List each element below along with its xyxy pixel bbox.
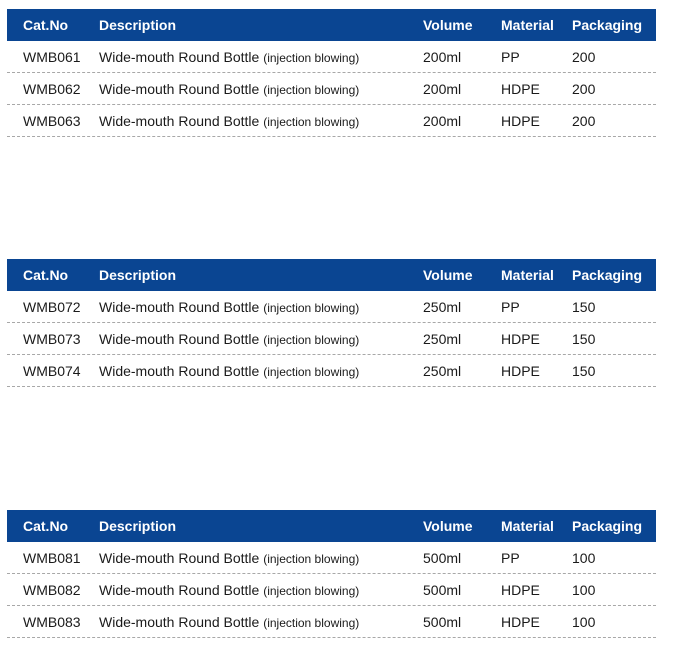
header-catno: Cat.No [23,518,69,534]
cell-description [99,41,359,74]
cell-description [99,355,359,388]
cell-material: HDPE [501,113,540,129]
product-table-250ml [7,259,656,387]
table-header [7,259,656,291]
cell-material: PP [501,299,520,315]
cell-description [99,606,359,639]
cell-catno: WMB083 [23,614,81,630]
cell-material: HDPE [501,331,540,347]
description-note: (injection blowing) [263,115,360,129]
cell-packaging: 200 [572,81,596,97]
cell-description [99,542,359,575]
description-text: Wide-mouth Round Bottle [99,81,260,97]
cell-catno: WMB082 [23,582,81,598]
cell-volume: 200ml [423,49,462,65]
cell-volume: 500ml [423,614,462,630]
cell-packaging: 200 [572,49,596,65]
description-text: Wide-mouth Round Bottle [99,582,260,598]
description-text: Wide-mouth Round Bottle [99,113,260,129]
cell-volume: 500ml [423,582,462,598]
table-row [7,574,656,606]
cell-packaging: 150 [572,299,596,315]
header-description: Description [99,518,177,534]
cell-packaging: 100 [572,550,596,566]
header-packaging: Packaging [572,267,643,283]
header-packaging: Packaging [572,17,643,33]
cell-description [99,574,359,607]
cell-material: HDPE [501,614,540,630]
cell-volume: 200ml [423,81,462,97]
header-description: Description [99,267,177,283]
cell-catno: WMB073 [23,331,81,347]
description-text: Wide-mouth Round Bottle [99,550,260,566]
cell-material: PP [501,550,520,566]
header-volume: Volume [423,267,473,283]
cell-catno: WMB061 [23,49,81,65]
cell-catno: WMB062 [23,81,81,97]
cell-packaging: 100 [572,614,596,630]
cell-description [99,291,359,324]
product-table-500ml [7,510,656,638]
cell-packaging: 100 [572,582,596,598]
table-row [7,323,656,355]
description-text: Wide-mouth Round Bottle [99,299,260,315]
cell-packaging: 150 [572,331,596,347]
description-note: (injection blowing) [263,333,360,347]
cell-volume: 250ml [423,299,462,315]
table-header [7,510,656,542]
description-note: (injection blowing) [263,301,360,315]
header-packaging: Packaging [572,518,643,534]
cell-material: HDPE [501,582,540,598]
table-row [7,41,656,73]
table-row [7,105,656,137]
table-row [7,606,656,638]
description-text: Wide-mouth Round Bottle [99,363,260,379]
cell-volume: 250ml [423,331,462,347]
table-row [7,355,656,387]
cell-volume: 200ml [423,113,462,129]
description-note: (injection blowing) [263,51,360,65]
cell-material: PP [501,49,520,65]
cell-packaging: 200 [572,113,596,129]
product-table-200ml [7,9,656,137]
description-note: (injection blowing) [263,616,360,630]
cell-volume: 250ml [423,363,462,379]
header-volume: Volume [423,518,473,534]
table-row [7,542,656,574]
header-catno: Cat.No [23,267,69,283]
table-row [7,291,656,323]
header-material: Material [501,17,554,33]
header-catno: Cat.No [23,17,69,33]
table-row [7,73,656,105]
description-text: Wide-mouth Round Bottle [99,49,260,65]
cell-description [99,323,359,356]
cell-catno: WMB063 [23,113,81,129]
description-note: (injection blowing) [263,365,360,379]
description-text: Wide-mouth Round Bottle [99,331,260,347]
cell-material: HDPE [501,81,540,97]
cell-catno: WMB072 [23,299,81,315]
table-header [7,9,656,41]
header-material: Material [501,518,554,534]
cell-packaging: 150 [572,363,596,379]
description-note: (injection blowing) [263,83,360,97]
description-note: (injection blowing) [263,552,360,566]
cell-catno: WMB074 [23,363,81,379]
header-volume: Volume [423,17,473,33]
cell-description [99,73,359,106]
cell-catno: WMB081 [23,550,81,566]
cell-description [99,105,359,138]
description-note: (injection blowing) [263,584,360,598]
cell-volume: 500ml [423,550,462,566]
header-description: Description [99,17,177,33]
cell-material: HDPE [501,363,540,379]
header-material: Material [501,267,554,283]
description-text: Wide-mouth Round Bottle [99,614,260,630]
